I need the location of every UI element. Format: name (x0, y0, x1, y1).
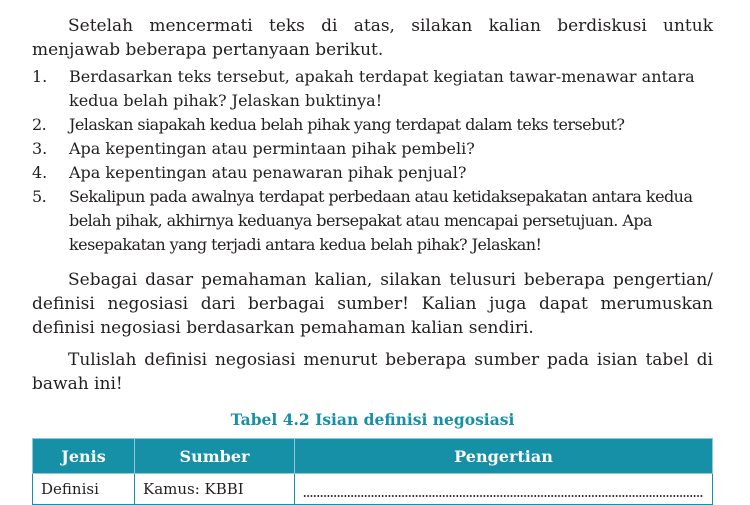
cell-jenis: Definisi (33, 474, 135, 505)
definition-paragraph (32, 268, 713, 340)
column-header-jenis: Jenis (33, 439, 135, 474)
item-number: 2. (32, 115, 47, 134)
column-header-pengertian: Pengertian (295, 439, 713, 474)
question-list (32, 65, 713, 257)
intro-text: Setelah mencermati teks di atas, silakan kalian berdiskusi untuk menjawab beberapa pertanyaan berikut. (32, 16, 713, 60)
item-number: 1. (32, 67, 48, 86)
item-number: 3. (32, 139, 48, 158)
table-header-row (33, 439, 713, 474)
list-item (32, 65, 713, 113)
item-number: 5. (32, 187, 47, 206)
instruction-paragraph (32, 348, 713, 396)
item-text: Sekalipun pada awalnya terdapat perbedaan atau ketidaksepakatan antara kedua belah pihak, akhirnya keduanya bersepakat atau mencapai persetujuan. Apa kesepakatan yang terjadi antara kedua belah pihak? Jelaskan! (69, 187, 693, 254)
column-header-sumber: Sumber (135, 439, 295, 474)
item-number: 4. (32, 163, 48, 182)
definition-text: Sebagai dasar pemahaman kalian, silakan telusuri beberapa pengertian/ definisi negosiasi dari berbagai sumber! Kalian juga dapat merumuskan definisi negosiasi berdasarkan pemahaman kalian sendiri. (32, 270, 713, 338)
list-item (32, 137, 713, 161)
item-text: Apa kepentingan atau penawaran pihak penjual? (69, 163, 467, 182)
intro-paragraph (32, 14, 713, 62)
list-item (32, 161, 713, 185)
instruction-text: Tulislah definisi negosiasi menurut beberapa sumber pada isian tabel di bawah ini! (32, 350, 713, 394)
cell-sumber: Kamus: KBBI (135, 474, 295, 505)
table-title: Tabel 4.2 Isian definisi negosiasi (230, 410, 515, 429)
item-text: Berdasarkan teks tersebut, apakah terdapat kegiatan tawar-menawar antara kedua belah pihak? Jelaskan buktinya! (69, 67, 695, 110)
item-text: Apa kepentingan atau permintaan pihak pembeli? (69, 139, 475, 158)
definition-table (32, 438, 713, 505)
item-text: Jelaskan siapakah kedua belah pihak yang terdapat dalam teks tersebut? (69, 115, 625, 134)
list-item (32, 185, 713, 257)
list-item (32, 113, 713, 137)
